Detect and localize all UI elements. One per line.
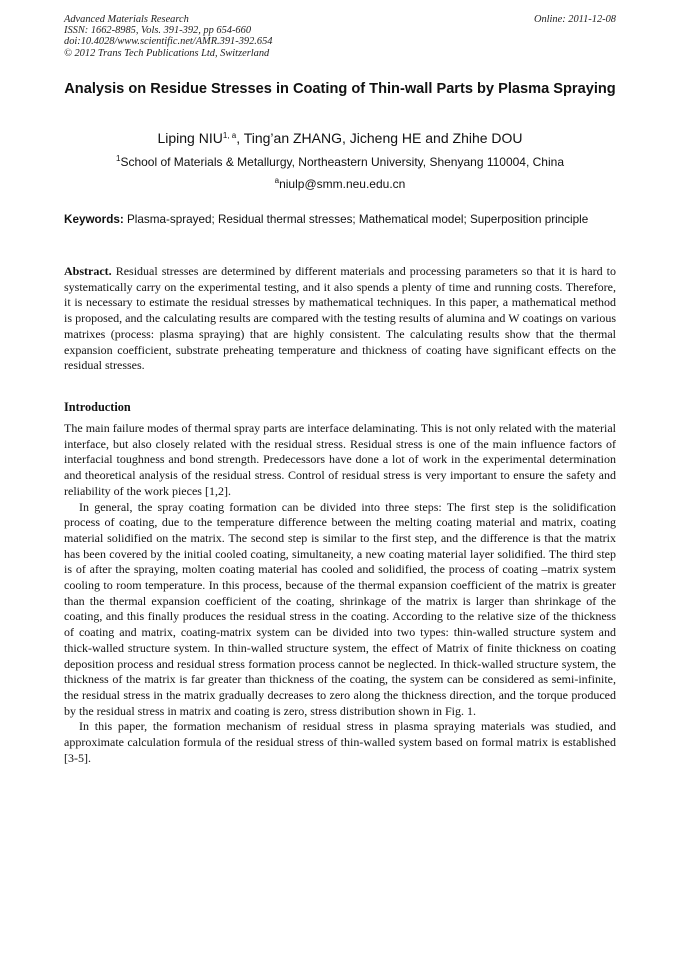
journal-name: Advanced Materials Research	[64, 14, 189, 25]
introduction-heading: Introduction	[64, 400, 131, 414]
introduction-paragraph: The main failure modes of thermal spray parts are interface delaminating. This is not only related with the material interface, but also closely related with the residual stress. Residual stress is one of the main influence factors of interfacial toughness and bond strength. Predecessors have done a lot of work in the experimental determination and theoretical analysis of the residual stress. Control of residual stress is very important to ensure the safety and reliability of the work pieces [1,2].	[64, 421, 616, 498]
introduction-body	[64, 421, 616, 766]
other-authors: , Ting’an ZHANG, Jicheng HE and Zhihe DOU	[236, 130, 523, 146]
copyright-line: © 2012 Trans Tech Publications Ltd, Switzerland	[64, 47, 270, 59]
issn-line: ISSN: 1662-8985, Vols. 391-392, pp 654-660	[64, 25, 252, 37]
abstract-text: Residual stresses are determined by different materials and processing parameters so that it is hard to systematically carry on the experimental testing, and it also spends a plenty of time and running costs. Therefore, it is necessary to estimate the residual stresses by mathematical techniques. In this paper, a mathematical method is proposed, and the calculating results are compared with the testing results of alumina and W coatings on various matrixes (process: plasma spraying) that are highly consistent. The calculating results show that the thermal expansion coefficient, substrate preheating temperature and thickness of coating have significant effects on the residual stresses.	[64, 264, 616, 373]
affiliation-superscript: 1	[115, 154, 121, 163]
abstract	[64, 264, 616, 374]
introduction-paragraph: In this paper, the formation mechanism of residual stress in plasma spraying materials was studied, and approximate calculation formula of the residual stress of thin-walled system based on formal matrix is established [3-5].	[64, 719, 616, 765]
author-email	[64, 176, 616, 192]
first-author-superscript: 1, a	[222, 131, 237, 140]
journal-header	[64, 14, 616, 59]
doi-line: doi:10.4028/www.scientific.net/AMR.391-392.654	[64, 36, 273, 48]
affiliation-text: School of Materials & Metallurgy, Northeastern University, Shenyang 110004, China	[120, 155, 564, 169]
first-author: Liping NIU	[157, 130, 223, 146]
paper-title: Analysis on Residue Stresses in Coating of Thin-wall Parts by Plasma Spraying	[64, 81, 616, 97]
keywords-label: Keywords:	[64, 213, 124, 226]
email-text: niulp@smm.neu.edu.cn	[279, 177, 406, 191]
online-date: Online: 2011-12-08	[533, 14, 616, 25]
abstract-label: Abstract.	[64, 264, 112, 278]
keywords-text: Plasma-sprayed; Residual thermal stresses; Mathematical model; Superposition principle	[123, 213, 589, 226]
keywords	[64, 212, 616, 228]
affiliation	[64, 154, 616, 170]
author-list	[64, 128, 616, 148]
introduction-paragraph: In general, the spray coating formation can be divided into three steps: The first step is the solidification process of coating, due to the temperature difference between the melting coating material and matrix, coating material solidified on the matrix. The second step is similar to the first step, and the difference is that the matrix has been covered by the initial cooled coating, simultaneity, a new coating material layer solidified. The third step is of after the spraying, molten coating material has cooled and solidified, the process of coating –matrix system cooling to room temperature. In this process, because of the thermal expansion coefficient of the matrix is greater than the thermal expansion coefficient of the coating, shrinkage of the matrix is larger than shrinkage of the coating, and this finally produces the residual stress in the coating. According to the relative size of the thickness of coating and matrix, coating-matrix system can be divided into two types: thin-walled structure system and thick-walled structure system. In thin-walled structure system, the effect of Matrix of finite thickness on coating deposition process and residual stress formation process cannot be neglected. In thick-walled structure system, the thickness of the matrix is far greater than thickness of the coating, the system can be considered as semi-infinite, the residual stress in the matrix gradually decreases to zero along the thickness direction, and the torque produced by the residual stress in matrix and coating is zero, stress distribution shown in Fig. 1.	[64, 499, 616, 718]
email-superscript: a	[274, 176, 280, 185]
